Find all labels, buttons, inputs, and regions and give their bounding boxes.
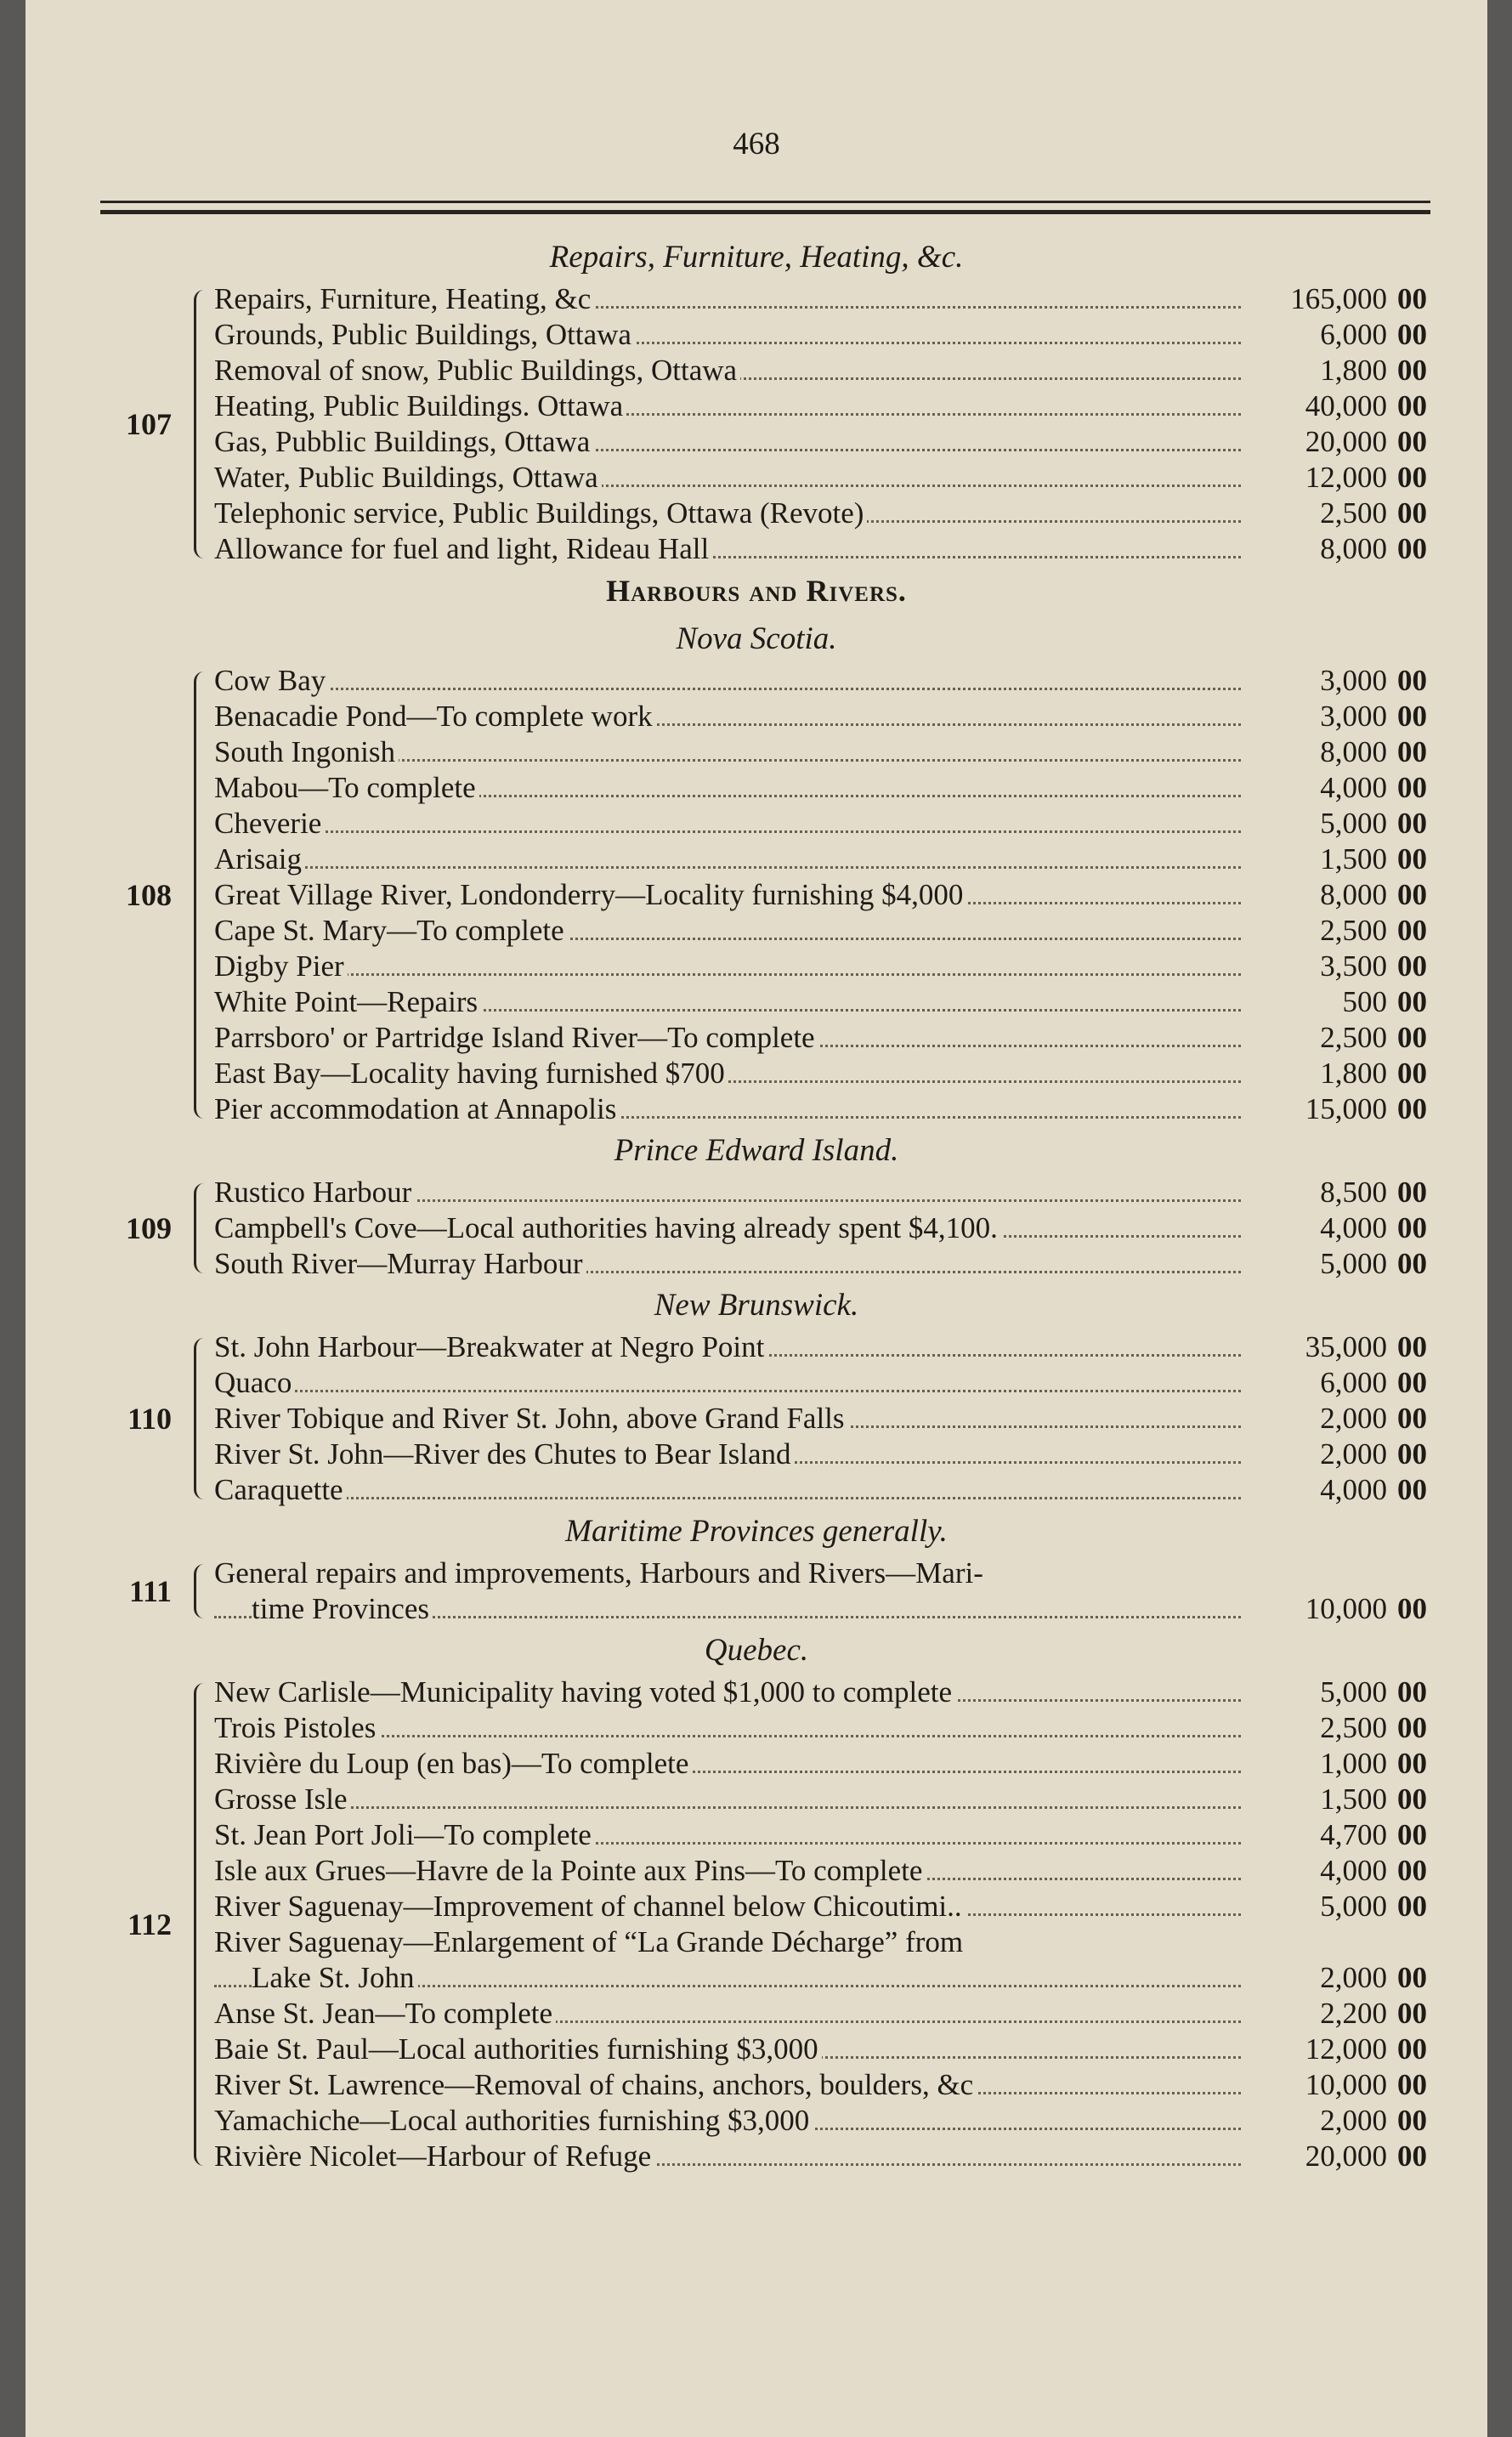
item-description-text: Removal of snow, Public Buildings, Ottawa — [214, 354, 740, 387]
item-description-text: Quaco — [214, 1366, 295, 1399]
estimates-list — [25, 234, 1487, 2174]
estimate-row — [25, 842, 1487, 877]
item-cents: 00 — [1397, 1176, 1427, 1209]
section-heading — [25, 1508, 1487, 1556]
estimate-row — [25, 496, 1487, 531]
item-description-text: River Saguenay—Enlargement of “La Grande Décharge” from — [214, 1925, 966, 1958]
vote-number: 111 — [128, 1574, 172, 1608]
item-description-text: Cow Bay — [214, 664, 329, 697]
estimate-row — [25, 2103, 1487, 2139]
item-amount: 1,500 — [1320, 1782, 1387, 1816]
item-description — [214, 388, 1243, 424]
item-description — [214, 2067, 1243, 2103]
page-number: 468 — [733, 127, 780, 162]
item-description — [214, 949, 1243, 984]
item-amount: 4,000 — [1320, 771, 1387, 804]
estimate-row — [25, 913, 1487, 949]
item-amount: 12,000 — [1305, 2032, 1387, 2066]
item-cents: 00 — [1397, 461, 1427, 494]
item-amount: 165,000 — [1290, 282, 1387, 315]
vote-group — [25, 1175, 1487, 1282]
item-amount: 12,000 — [1305, 461, 1387, 494]
item-description — [214, 1365, 1243, 1401]
item-description — [214, 913, 1243, 949]
item-description — [214, 734, 1243, 770]
item-cents: 00 — [1397, 318, 1427, 351]
estimate-row — [25, 1782, 1487, 1817]
estimate-row — [25, 1091, 1487, 1127]
item-description-text: Allowance for fuel and light, Rideau Hall — [214, 532, 712, 565]
item-cents: 00 — [1397, 771, 1427, 804]
item-description — [214, 317, 1243, 353]
item-cents: 00 — [1397, 2139, 1427, 2173]
item-amount: 8,500 — [1320, 1176, 1387, 1209]
item-amount: 2,000 — [1320, 1402, 1387, 1435]
item-description — [214, 2103, 1243, 2139]
estimate-row — [25, 1246, 1487, 1282]
item-amount: 2,500 — [1320, 1021, 1387, 1054]
item-cents: 00 — [1397, 1366, 1427, 1399]
vote-number: 108 — [126, 878, 172, 912]
item-cents: 00 — [1397, 496, 1427, 530]
estimate-row — [25, 460, 1487, 496]
item-amount: 8,000 — [1320, 735, 1387, 768]
section-heading — [25, 1127, 1487, 1175]
item-cents: 00 — [1397, 807, 1427, 840]
item-description — [214, 1056, 1243, 1091]
item-amount: 5,000 — [1320, 807, 1387, 840]
section-heading-text: Repairs, Furniture, Heating, &c. — [549, 240, 964, 275]
estimate-row — [25, 2067, 1487, 2103]
item-cents: 00 — [1397, 354, 1427, 387]
item-cents: 00 — [1397, 1330, 1427, 1363]
item-amount: 10,000 — [1305, 1592, 1387, 1625]
item-cents: 00 — [1397, 664, 1427, 697]
estimate-row — [25, 1175, 1487, 1210]
item-description — [214, 1437, 1243, 1472]
item-description-text: South River—Murray Harbour — [214, 1247, 586, 1280]
item-cents: 00 — [1397, 425, 1427, 458]
vote-number: 112 — [127, 1907, 172, 1941]
item-amount: 1,800 — [1320, 354, 1387, 387]
item-cents: 00 — [1397, 1675, 1427, 1709]
item-description-text: Baie St. Paul—Local authorities furnishing $3,000 — [214, 2032, 822, 2066]
item-amount: 20,000 — [1305, 425, 1387, 458]
item-description-text: Telephonic service, Public Buildings, Ottawa (Revote) — [214, 496, 867, 530]
item-description-text: Trois Pistoles — [214, 1711, 379, 1744]
item-description-text: Rivière du Loup (en bas)—To complete — [214, 1747, 692, 1780]
item-amount: 2,000 — [1320, 2104, 1387, 2137]
item-cents: 00 — [1397, 878, 1427, 911]
item-description — [214, 1817, 1243, 1853]
item-cents: 00 — [1397, 2032, 1427, 2066]
item-cents: 00 — [1397, 1711, 1427, 1744]
item-amount: 2,500 — [1320, 914, 1387, 947]
item-amount: 6,000 — [1320, 1366, 1387, 1399]
item-description-text: Arisaig — [214, 842, 305, 876]
item-description-text: Anse St. Jean—To complete — [214, 1997, 556, 2030]
estimate-row — [25, 734, 1487, 770]
estimate-row — [25, 770, 1487, 806]
item-amount: 5,000 — [1320, 1890, 1387, 1923]
item-amount: 5,000 — [1320, 1675, 1387, 1709]
estimate-row — [25, 1853, 1487, 1889]
item-amount: 4,000 — [1320, 1854, 1387, 1887]
item-amount: 10,000 — [1305, 2068, 1387, 2101]
estimate-row — [25, 663, 1487, 699]
item-amount: 2,500 — [1320, 496, 1387, 530]
estimate-row — [25, 1472, 1487, 1508]
vote-number: 109 — [126, 1211, 172, 1245]
item-cents: 00 — [1397, 1961, 1427, 1994]
item-cents: 00 — [1397, 949, 1427, 983]
item-description-text: Mabou—To complete — [214, 771, 479, 804]
item-description-text: Pier accommodation at Annapolis — [214, 1092, 620, 1125]
item-description-text: Great Village River, Londonderry—Locality furnishing $4,000 — [214, 878, 966, 911]
estimate-row — [25, 949, 1487, 984]
item-description — [214, 1853, 1243, 1889]
item-description — [214, 1329, 1243, 1365]
item-amount: 3,000 — [1320, 700, 1387, 733]
section-heading — [25, 567, 1487, 615]
item-amount: 500 — [1342, 985, 1387, 1018]
item-cents: 00 — [1397, 532, 1427, 565]
estimate-row — [25, 531, 1487, 567]
item-amount: 6,000 — [1320, 318, 1387, 351]
item-description — [214, 663, 1243, 699]
item-amount: 4,000 — [1320, 1473, 1387, 1506]
item-description-text: Repairs, Furniture, Heating, &c — [214, 282, 594, 315]
item-description — [214, 1472, 1243, 1508]
estimate-row — [25, 1437, 1487, 1472]
item-description-text: Caraquette — [214, 1473, 347, 1506]
estimate-row — [25, 1710, 1487, 1746]
estimate-row — [25, 353, 1487, 388]
item-cents: 00 — [1397, 735, 1427, 768]
item-description-text: New Carlisle—Municipality having voted $1,000 to complete — [214, 1675, 955, 1709]
item-description — [214, 842, 1243, 877]
estimate-row — [25, 1889, 1487, 1924]
item-cents: 00 — [1397, 1997, 1427, 2030]
item-description — [214, 281, 1243, 317]
item-description-text: Yamachiche—Local authorities furnishing $3,000 — [214, 2104, 813, 2137]
estimate-row — [25, 699, 1487, 734]
item-amount: 1,800 — [1320, 1057, 1387, 1090]
vote-group — [25, 1329, 1487, 1508]
item-amount: 1,500 — [1320, 842, 1387, 876]
item-description — [214, 531, 1243, 567]
estimate-row — [25, 1924, 1487, 1996]
item-amount: 15,000 — [1305, 1092, 1387, 1125]
estimate-row — [25, 1746, 1487, 1782]
section-heading — [25, 1627, 1487, 1675]
section-heading-text: Prince Edward Island. — [614, 1133, 899, 1168]
item-cents: 00 — [1397, 1211, 1427, 1244]
item-cents: 00 — [1397, 1021, 1427, 1054]
estimate-row — [25, 424, 1487, 460]
item-description-text: Grosse Isle — [214, 1782, 351, 1816]
item-description — [214, 699, 1243, 734]
item-cents: 00 — [1397, 1092, 1427, 1125]
item-description — [214, 1675, 1243, 1710]
estimate-row — [25, 1556, 1487, 1627]
item-description-text: River St. John—River des Chutes to Bear Island — [214, 1437, 795, 1471]
item-amount: 8,000 — [1320, 878, 1387, 911]
item-description-text: East Bay—Locality having furnished $700 — [214, 1057, 728, 1090]
vote-number: 110 — [127, 1402, 172, 1436]
item-cents: 00 — [1397, 1437, 1427, 1471]
item-cents: 00 — [1397, 1890, 1427, 1923]
item-cents: 00 — [1397, 282, 1427, 315]
item-amount: 40,000 — [1305, 389, 1387, 422]
item-cents: 00 — [1397, 1592, 1427, 1625]
item-description — [214, 1401, 1243, 1437]
item-description — [214, 1924, 1243, 1996]
item-amount: 5,000 — [1320, 1247, 1387, 1280]
item-description — [214, 2139, 1243, 2174]
item-amount: 4,000 — [1320, 1211, 1387, 1244]
item-description-text: Rivière Nicolet—Harbour of Refuge — [214, 2139, 654, 2173]
item-description — [214, 1889, 1243, 1924]
item-amount: 8,000 — [1320, 532, 1387, 565]
item-description — [214, 1020, 1243, 1056]
item-amount: 20,000 — [1305, 2139, 1387, 2173]
item-description-text: Parrsboro' or Partridge Island River—To complete — [214, 1021, 818, 1054]
document-page — [25, 0, 1487, 2437]
item-description-text: Cape St. Mary—To complete — [214, 914, 568, 947]
estimate-row — [25, 1817, 1487, 1853]
vote-group — [25, 1675, 1487, 2174]
item-description-text: River St. Lawrence—Removal of chains, anchors, boulders, &c — [214, 2068, 977, 2101]
estimate-row — [25, 388, 1487, 424]
item-description — [214, 1996, 1243, 2032]
item-amount: 4,700 — [1320, 1818, 1387, 1851]
item-cents: 00 — [1397, 985, 1427, 1018]
item-amount: 2,000 — [1320, 1437, 1387, 1471]
item-description — [214, 877, 1243, 913]
item-description-continuation: time Provinces — [252, 1592, 433, 1625]
section-heading — [25, 615, 1487, 663]
vote-group — [25, 1556, 1487, 1627]
estimate-row — [25, 1329, 1487, 1365]
item-description — [214, 2032, 1243, 2067]
item-amount: 1,000 — [1320, 1747, 1387, 1780]
item-description — [214, 496, 1243, 531]
item-description-text: Benacadie Pond—To complete work — [214, 700, 656, 733]
item-description — [214, 1746, 1243, 1782]
section-heading — [25, 234, 1487, 281]
estimate-row — [25, 1210, 1487, 1246]
item-description — [214, 1710, 1243, 1746]
item-description-text: St. John Harbour—Breakwater at Negro Point — [214, 1330, 767, 1363]
vote-group — [25, 663, 1487, 1127]
item-description — [214, 424, 1243, 460]
item-cents: 00 — [1397, 1818, 1427, 1851]
item-description-text: River Tobique and River St. John, above Grand Falls — [214, 1402, 848, 1435]
item-description — [214, 1091, 1243, 1127]
item-description — [214, 1210, 1243, 1246]
item-cents: 00 — [1397, 2104, 1427, 2137]
item-description — [214, 460, 1243, 496]
estimate-row — [25, 281, 1487, 317]
estimate-row — [25, 2139, 1487, 2174]
estimate-row — [25, 1996, 1487, 2032]
item-cents: 00 — [1397, 1473, 1427, 1506]
item-amount: 2,500 — [1320, 1711, 1387, 1744]
item-description — [214, 353, 1243, 388]
item-description-text: Isle aux Grues—Havre de la Pointe aux Pins—To complete — [214, 1854, 926, 1887]
section-heading-text: Maritime Provinces generally. — [565, 1514, 948, 1549]
header-rule — [100, 201, 1430, 214]
item-description — [214, 1556, 1243, 1627]
item-description-text: Cheverie — [214, 807, 325, 840]
section-heading-text: Harbours and Rivers. — [606, 574, 907, 608]
item-description-text: Grounds, Public Buildings, Ottawa — [214, 318, 635, 351]
item-cents: 00 — [1397, 1057, 1427, 1090]
item-description-text: Rustico Harbour — [214, 1176, 415, 1209]
estimate-row — [25, 317, 1487, 353]
item-description-text: Campbell's Cove—Local authorities having already spent $4,100. — [214, 1211, 1001, 1244]
item-description-text: General repairs and improvements, Harbours and Rivers—Mari- — [214, 1556, 987, 1590]
estimate-row — [25, 877, 1487, 913]
item-cents: 00 — [1397, 1782, 1427, 1816]
item-description — [214, 806, 1243, 842]
item-description — [214, 1782, 1243, 1817]
item-description — [214, 1246, 1243, 1282]
item-description — [214, 770, 1243, 806]
estimate-row — [25, 1675, 1487, 1710]
item-cents: 00 — [1397, 2068, 1427, 2101]
estimate-row — [25, 1401, 1487, 1437]
section-heading-text: Quebec. — [704, 1633, 809, 1668]
item-cents: 00 — [1397, 1247, 1427, 1280]
item-amount: 35,000 — [1305, 1330, 1387, 1363]
section-heading — [25, 1282, 1487, 1329]
item-cents: 00 — [1397, 700, 1427, 733]
item-description-text: Gas, Pubblic Buildings, Ottawa — [214, 425, 593, 458]
section-heading-text: Nova Scotia. — [676, 621, 837, 656]
item-description-text: South Ingonish — [214, 735, 399, 768]
item-amount: 2,200 — [1320, 1997, 1387, 2030]
estimate-row — [25, 2032, 1487, 2067]
vote-number: 107 — [126, 407, 172, 441]
estimate-row — [25, 1020, 1487, 1056]
vote-group — [25, 281, 1487, 567]
item-cents: 00 — [1397, 1854, 1427, 1887]
item-cents: 00 — [1397, 842, 1427, 876]
item-amount: 2,000 — [1320, 1961, 1387, 1994]
item-description-continuation: Lake St. John — [252, 1961, 418, 1994]
section-heading-text: New Brunswick. — [654, 1288, 859, 1323]
item-cents: 00 — [1397, 1747, 1427, 1780]
item-description-text: Digby Pier — [214, 949, 348, 983]
item-cents: 00 — [1397, 389, 1427, 422]
item-description-text: St. Jean Port Joli—To complete — [214, 1818, 595, 1851]
estimate-row — [25, 984, 1487, 1020]
item-description-text: White Point—Repairs — [214, 985, 481, 1018]
item-amount: 3,500 — [1320, 949, 1387, 983]
estimate-row — [25, 1056, 1487, 1091]
item-description-text: Heating, Public Buildings. Ottawa — [214, 389, 626, 422]
item-amount: 3,000 — [1320, 664, 1387, 697]
item-cents: 00 — [1397, 1402, 1427, 1435]
item-cents: 00 — [1397, 914, 1427, 947]
item-description-text: Water, Public Buildings, Ottawa — [214, 461, 602, 494]
estimate-row — [25, 806, 1487, 842]
estimate-row — [25, 1365, 1487, 1401]
item-description — [214, 984, 1243, 1020]
item-description — [214, 1175, 1243, 1210]
item-description-text: River Saguenay—Improvement of channel below Chicoutimi.. — [214, 1890, 966, 1923]
